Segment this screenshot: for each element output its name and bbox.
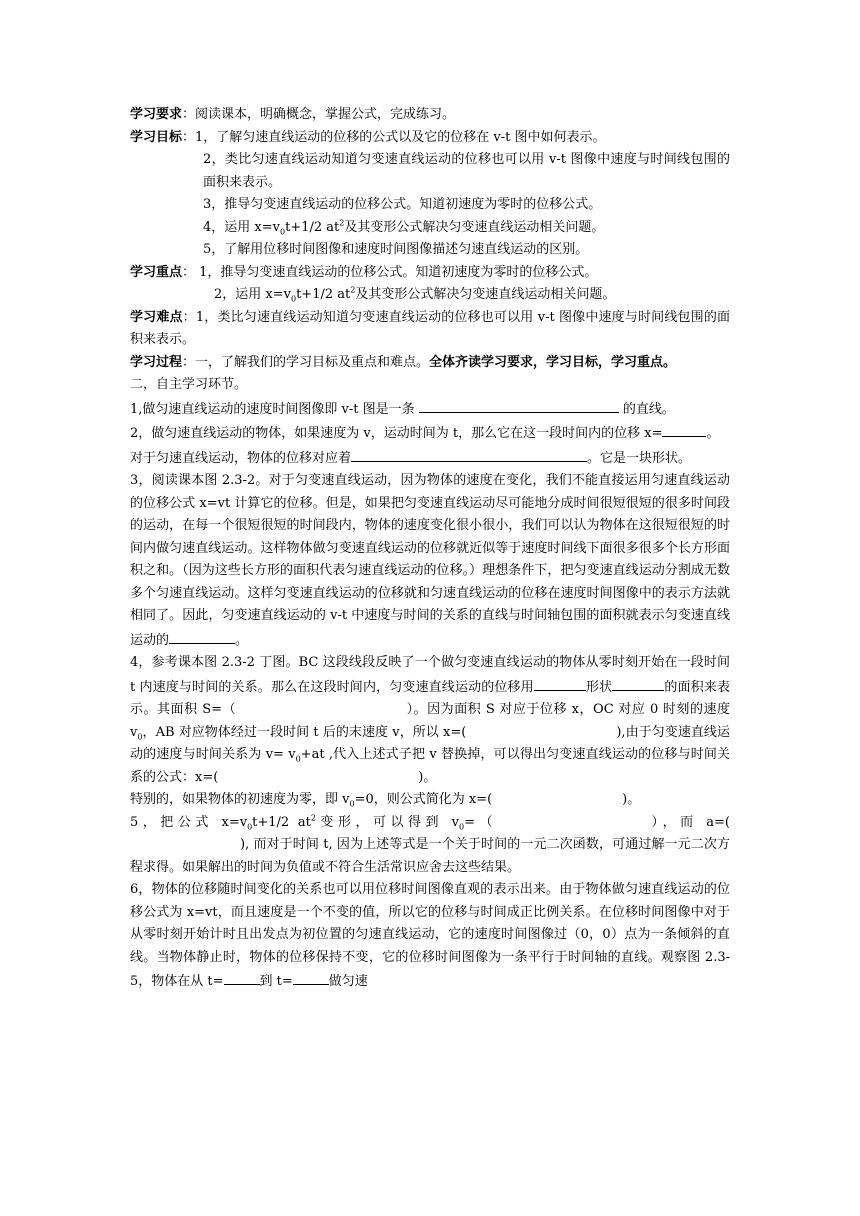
blank-q3[interactable] [169,628,235,644]
question-2: 2，做匀速直线运动的物体，如果速度为 v，运动时间为 t，那么它在这一段时间内的位移 x= 。 [130,421,730,446]
difficult-point: 学习难点：1，类比匀速直线运动知道匀变速直线运动的位移也可以用 v-t 图像中速度与时间线包围的面积来表示。 [130,309,730,347]
key-point-1: 学习重点： 1，推导匀变速直线运动的位移公式。知道初速度为零时的位移公式。 [130,264,598,280]
label-requirements: 学习要求 [130,107,183,122]
section-2-heading: 二，自主学习环节。 [130,377,248,392]
question-1: 1,做匀速直线运动的速度时间图像即 v-t 图是一条 的直线。 [130,397,730,422]
learning-requirements: 学习要求：阅读课本，明确概念，掌握公式，完成练习。 [130,107,456,122]
document-body [130,104,730,994]
blank-q2b[interactable] [351,446,587,462]
blank-q4-shape[interactable] [534,675,586,691]
label-difficult: 学习难点 [130,309,183,325]
learning-goal-3: 3，推导匀变速直线运动的位移公式。知道初速度为零时的位移公式。 [203,197,602,212]
blank-q4-shape2[interactable] [612,675,664,691]
blank-q2a[interactable] [662,421,706,437]
label-goals: 学习目标 [130,129,183,145]
blank-q1[interactable] [419,397,619,413]
question-6: 6，物体的位移随时间变化的关系也可以用位移时间图像直观的表示出来。由于物体做匀速直线运动的位移公式为 x=vt，而且速度是一个不变的值，所以它的位移与时间成正比例关系。在位移时间图像中对于从零时刻开始计时且出发点为初位置的匀速直线运动，它的速度时间图像过（0，0）点为一条倾斜的直线。当物体静止时，物体的位移保持不变，它的位移时间图像为一条平行于时间轴的直线。观察图 2.3-5，物体在从 t= 到 t= 做匀速 [130,882,730,989]
blank-q6-end[interactable] [293,969,329,985]
question-2-cont: 对于匀速直线运动，物体的位移对应着 。它是一块形状。 [130,446,730,471]
learning-goal-4: 4，运用 $x=v_0t+1/2$ $at^2$及其变形公式解决匀变速直线运动相关问题。 [203,218,605,237]
question-5: 5，把公式 $x=v_0t+1/2$ $at^2$变形，可以得到 $v_0=$（ ），而 a=(), 而对于时间 t, 因为上述等式是一个关于时间的一元二次函数，可通过解一元二次方程求得。如果解出的时间为负值或不符合生活常识应舍去这些结果。 [130,813,730,875]
learning-goal-5: 5，了解用位移时间图像和速度时间图像描述匀速直线运动的区别。 [203,242,589,257]
learning-process: 学习过程：一，了解我们的学习目标及重点和难点。全体齐读学习要求，学习目标，学习重点。 [130,354,677,370]
learning-goal-1: 学习目标：1，了解匀速直线运动的位移的公式以及它的位移在 v-t 图中如何表示。 [130,129,606,145]
label-process: 学习过程 [130,354,183,370]
blank-q6-start[interactable] [224,969,260,985]
learning-goal-2: 2，类比匀速直线运动知道匀变速直线运动的位移也可以用 v-t 图像中速度与时间线包围的面积来表示。 [203,152,730,190]
question-4-special: 特别的，如果物体的初速度为零，即 $v_0=0$，则公式简化为 x=( )。 [130,792,641,809]
question-3: 3，阅读课本图 2.3-2。对于匀变速直线运动，因为物体的速度在变化，我们不能直接运用匀速直线运动的位移公式 x=vt 计算它的位移。但是，如果把匀变速直线运动尽可能地分成时间很短很短的很多时间段的运动，在每一个很短很短的时间段内，物体的速度变化很小很小，我们可以认为物体在这很短很短的时间内做匀速直线运动。这样物体做匀变速直线运动的位移就近似等于速度时间线下面很多很多个长方形面积之和。（因为这些长方形的面积代表匀速直线运动的位移。）理想条件下，把匀变速直线运动分割成无数多个匀速直线运动。这样匀变速直线运动的位移就和匀速直线运动的位移在速度时间图像中的表示方法就相同了。因此，匀变速直线运动的 v-t 中速度与时间的关系的直线与时间轴包围的面积就表示匀变速直线运动的 。 [130,473,730,648]
question-4: 4，参考课本图 2.3-2 丁图。BC 这段线段反映了一个做匀变速直线运动的物体从零时刻开始在一段时间 t 内速度与时间的关系。那么在这段时间内，匀变速直线运动的位移用 形状 的面积来表示。其面积 S=（ ）。因为面积 S 对应于位移 x，OC 对应 0 时刻的速度 $v_0$，AB 对应物体经过一段时间 t 后的末速度 v，所以 x=( ),由于匀变速直线运动的速度与时间关系为 $v= v_0+at$ ,代入上述式子把 v 替换掉，可以得出匀变速直线运动的位移与时间关系的公式：x=( )。 [130,655,730,785]
key-point-2: 2，运用 $x=v_0t+1/2$ $at^2$及其变形公式解决匀变速直线运动相关问题。 [214,285,616,304]
label-key: 学习重点 [130,264,183,280]
